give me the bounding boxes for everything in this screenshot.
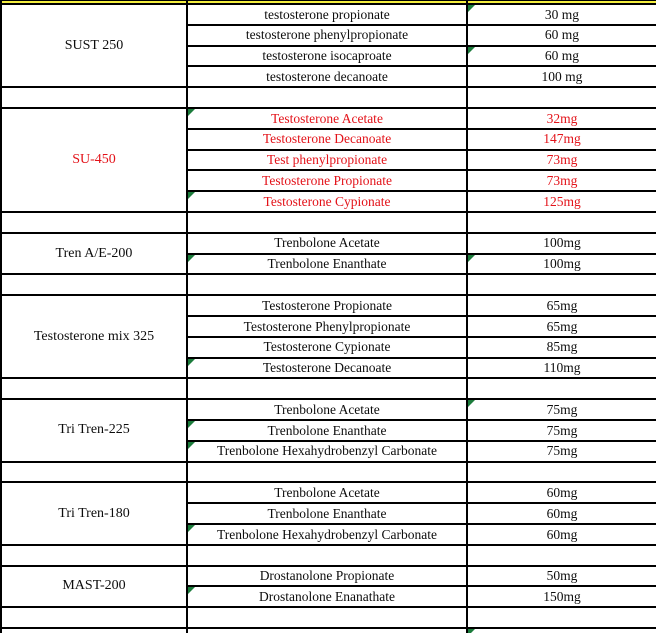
text-number-error-indicator-icon bbox=[188, 359, 195, 366]
ingredient-cell[interactable] bbox=[188, 109, 468, 130]
amount-cell[interactable] bbox=[468, 255, 656, 276]
ingredient-cell[interactable]: Trenbolone Enanthate bbox=[188, 504, 468, 525]
table-row bbox=[2, 5, 656, 26]
empty-cell[interactable] bbox=[468, 629, 656, 633]
ingredient-text: Trenbolone Enanthate bbox=[267, 256, 387, 272]
amount-cell[interactable]: 100mg bbox=[468, 234, 656, 255]
amount-cell[interactable]: 65mg bbox=[468, 317, 656, 338]
ingredient-cell[interactable]: Testosterone Phenylpropionate bbox=[188, 317, 468, 338]
table-row bbox=[2, 234, 656, 255]
amount-cell[interactable]: 60mg bbox=[468, 483, 656, 504]
ingredient-cell[interactable] bbox=[188, 442, 468, 463]
table-row bbox=[2, 296, 656, 317]
ingredient-cell[interactable] bbox=[188, 359, 468, 380]
amount-cell[interactable]: 60mg bbox=[468, 504, 656, 525]
ingredient-cell[interactable]: Trenbolone Acetate bbox=[188, 400, 468, 421]
empty-cell[interactable] bbox=[188, 463, 468, 484]
amount-cell[interactable]: 32mg bbox=[468, 109, 656, 130]
text-number-error-indicator-icon bbox=[468, 255, 475, 262]
product-cell[interactable]: SU-450 bbox=[2, 109, 188, 213]
product-cell[interactable]: Tri Tren-225 bbox=[2, 400, 188, 462]
empty-cell[interactable] bbox=[468, 463, 656, 484]
empty-cell[interactable] bbox=[188, 213, 468, 234]
ingredient-text: Trenbolone Hexahydrobenzyl Carbonate bbox=[217, 443, 437, 459]
empty-cell[interactable] bbox=[468, 213, 656, 234]
amount-cell[interactable]: 110mg bbox=[468, 359, 656, 380]
amount-cell[interactable]: 50mg bbox=[468, 567, 656, 588]
empty-cell[interactable] bbox=[468, 275, 656, 296]
ingredient-text: Trenbolone Enanthate bbox=[267, 422, 387, 438]
spacer-row bbox=[2, 608, 656, 629]
spacer-row bbox=[2, 546, 656, 567]
product-cell[interactable]: SUST 250 bbox=[2, 5, 188, 88]
table-row bbox=[2, 109, 656, 130]
ingredient-cell[interactable]: Drostanolone Propionate bbox=[188, 567, 468, 588]
ingredient-cell[interactable]: Testosterone Cypionate bbox=[188, 338, 468, 359]
empty-cell[interactable] bbox=[468, 546, 656, 567]
text-number-error-indicator-icon bbox=[188, 255, 195, 262]
empty-cell[interactable] bbox=[188, 275, 468, 296]
amount-cell[interactable]: 150mg bbox=[468, 587, 656, 608]
empty-cell[interactable] bbox=[2, 608, 188, 629]
ingredient-cell[interactable]: Testosterone Decanoate bbox=[188, 130, 468, 151]
amount-cell[interactable] bbox=[468, 5, 656, 26]
amount-text: 60 mg bbox=[544, 48, 580, 64]
empty-cell[interactable] bbox=[188, 379, 468, 400]
amount-cell[interactable]: 147mg bbox=[468, 130, 656, 151]
ingredient-cell[interactable] bbox=[188, 525, 468, 546]
spacer-row bbox=[2, 463, 656, 484]
table-row bbox=[2, 400, 656, 421]
ingredient-cell[interactable]: testosterone decanoate bbox=[188, 67, 468, 88]
amount-cell[interactable]: 60mg bbox=[468, 525, 656, 546]
empty-cell[interactable] bbox=[468, 379, 656, 400]
text-number-error-indicator-icon bbox=[188, 421, 195, 428]
product-cell[interactable]: Tren A/E-200 bbox=[2, 234, 188, 276]
empty-cell[interactable] bbox=[2, 629, 188, 633]
empty-cell[interactable] bbox=[188, 88, 468, 109]
ingredient-cell[interactable]: Trenbolone Acetate bbox=[188, 234, 468, 255]
amount-cell[interactable]: 60 mg bbox=[468, 26, 656, 47]
amount-text: 100mg bbox=[543, 256, 581, 272]
product-cell[interactable]: Testosterone mix 325 bbox=[2, 296, 188, 379]
text-number-error-indicator-icon bbox=[468, 629, 475, 633]
empty-cell[interactable] bbox=[188, 546, 468, 567]
amount-cell[interactable]: 65mg bbox=[468, 296, 656, 317]
text-number-error-indicator-icon bbox=[188, 587, 195, 594]
empty-cell[interactable] bbox=[188, 629, 468, 633]
text-number-error-indicator-icon bbox=[188, 109, 195, 116]
text-number-error-indicator-icon bbox=[188, 442, 195, 449]
spacer-row bbox=[2, 88, 656, 109]
ingredient-cell[interactable] bbox=[188, 192, 468, 213]
empty-cell[interactable] bbox=[2, 379, 188, 400]
ingredient-cell[interactable] bbox=[188, 255, 468, 276]
ingredient-text: Testosterone Acetate bbox=[271, 110, 383, 126]
empty-cell[interactable] bbox=[468, 88, 656, 109]
ingredient-cell[interactable]: testosterone propionate bbox=[188, 5, 468, 26]
text-number-error-indicator-icon bbox=[468, 5, 475, 12]
amount-cell[interactable]: 73mg bbox=[468, 151, 656, 172]
empty-cell[interactable] bbox=[2, 213, 188, 234]
amount-cell[interactable]: 100 mg bbox=[468, 67, 656, 88]
amount-text: 75mg bbox=[546, 401, 578, 417]
ingredient-text: Testosterone Cypionate bbox=[263, 193, 391, 209]
empty-cell[interactable] bbox=[188, 608, 468, 629]
ingredient-text: Trenbolone Hexahydrobenzyl Carbonate bbox=[217, 526, 437, 542]
ingredient-text: Testosterone Decanoate bbox=[262, 360, 392, 376]
amount-cell[interactable]: 75mg bbox=[468, 421, 656, 442]
ingredient-text: Drostanolone Enanathate bbox=[258, 588, 396, 604]
spacer-row bbox=[2, 379, 656, 400]
product-cell[interactable]: MAST-200 bbox=[2, 567, 188, 609]
ingredient-cell[interactable]: Testosterone Propionate bbox=[188, 171, 468, 192]
empty-cell[interactable] bbox=[2, 546, 188, 567]
amount-cell[interactable]: 75mg bbox=[468, 442, 656, 463]
ingredient-cell[interactable]: Trenbolone Acetate bbox=[188, 483, 468, 504]
empty-cell[interactable] bbox=[2, 463, 188, 484]
amount-cell[interactable]: 125mg bbox=[468, 192, 656, 213]
ingredient-cell[interactable] bbox=[188, 587, 468, 608]
text-number-error-indicator-icon bbox=[188, 525, 195, 532]
partial-bottom-row bbox=[2, 629, 656, 633]
table-row bbox=[2, 567, 656, 588]
composition-table bbox=[2, 1, 656, 633]
ingredient-cell[interactable]: Test phenylpropionate bbox=[188, 151, 468, 172]
text-number-error-indicator-icon bbox=[468, 47, 475, 54]
text-number-error-indicator-icon bbox=[188, 192, 195, 199]
amount-cell[interactable] bbox=[468, 47, 656, 68]
spacer-row bbox=[2, 213, 656, 234]
amount-cell[interactable] bbox=[468, 400, 656, 421]
amount-text: 30 mg bbox=[544, 6, 580, 22]
ingredient-cell[interactable]: testosterone phenylpropionate bbox=[188, 26, 468, 47]
spacer-row bbox=[2, 275, 656, 296]
ingredient-cell[interactable]: Testosterone Propionate bbox=[188, 296, 468, 317]
text-number-error-indicator-icon bbox=[468, 400, 475, 407]
amount-cell[interactable]: 85mg bbox=[468, 338, 656, 359]
empty-cell[interactable] bbox=[2, 275, 188, 296]
ingredient-cell[interactable]: testosterone isocaproate bbox=[188, 47, 468, 68]
product-cell[interactable]: Tri Tren-180 bbox=[2, 483, 188, 545]
empty-cell[interactable] bbox=[468, 608, 656, 629]
table-row bbox=[2, 483, 656, 504]
amount-cell[interactable]: 73mg bbox=[468, 171, 656, 192]
ingredient-cell[interactable] bbox=[188, 421, 468, 442]
empty-cell[interactable] bbox=[2, 88, 188, 109]
